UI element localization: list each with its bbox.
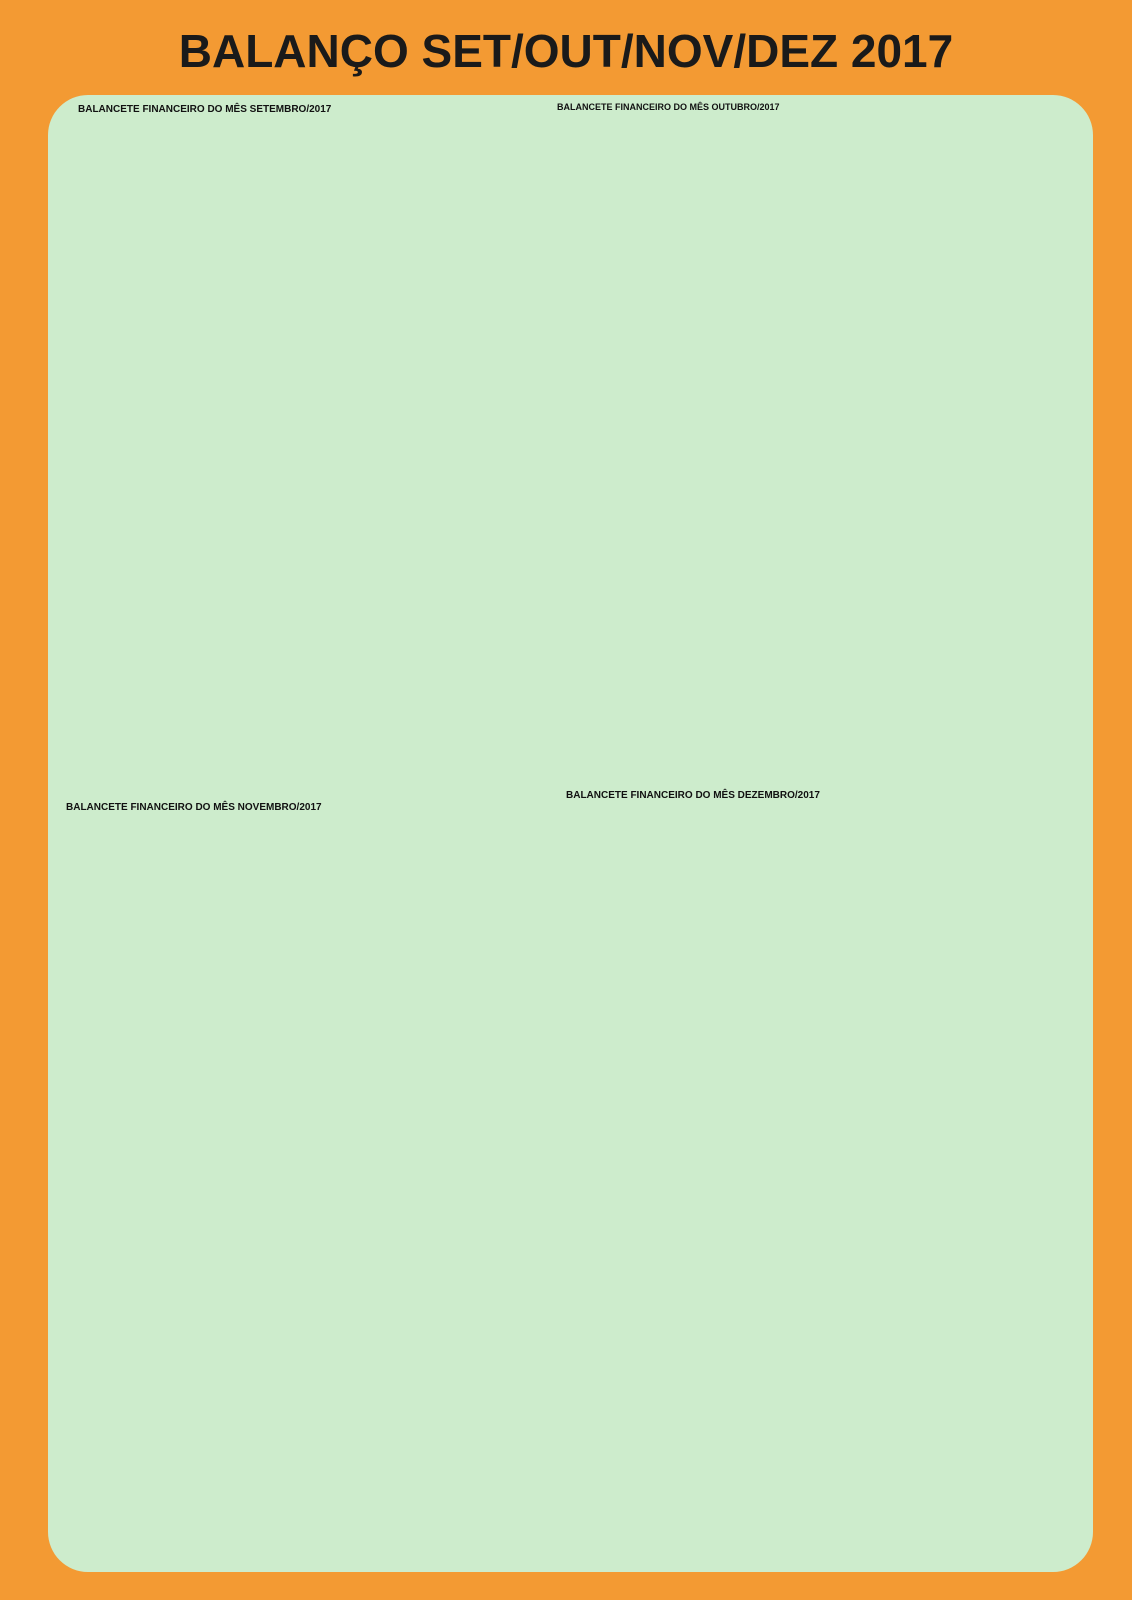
- section-title: BALANCETE FINANCEIRO DO MÊS SETEMBRO/2017: [78, 104, 332, 115]
- content-panel: [48, 95, 1093, 1572]
- section-title: BALANCETE FINANCEIRO DO MÊS NOVEMBRO/2017: [66, 802, 322, 813]
- page-title: BALANÇO SET/OUT/NOV/DEZ 2017: [178, 25, 954, 77]
- section-title: BALANCETE FINANCEIRO DO MÊS DEZEMBRO/2017: [566, 790, 820, 801]
- section-title: BALANCETE FINANCEIRO DO MÊS OUTUBRO/2017: [557, 102, 780, 112]
